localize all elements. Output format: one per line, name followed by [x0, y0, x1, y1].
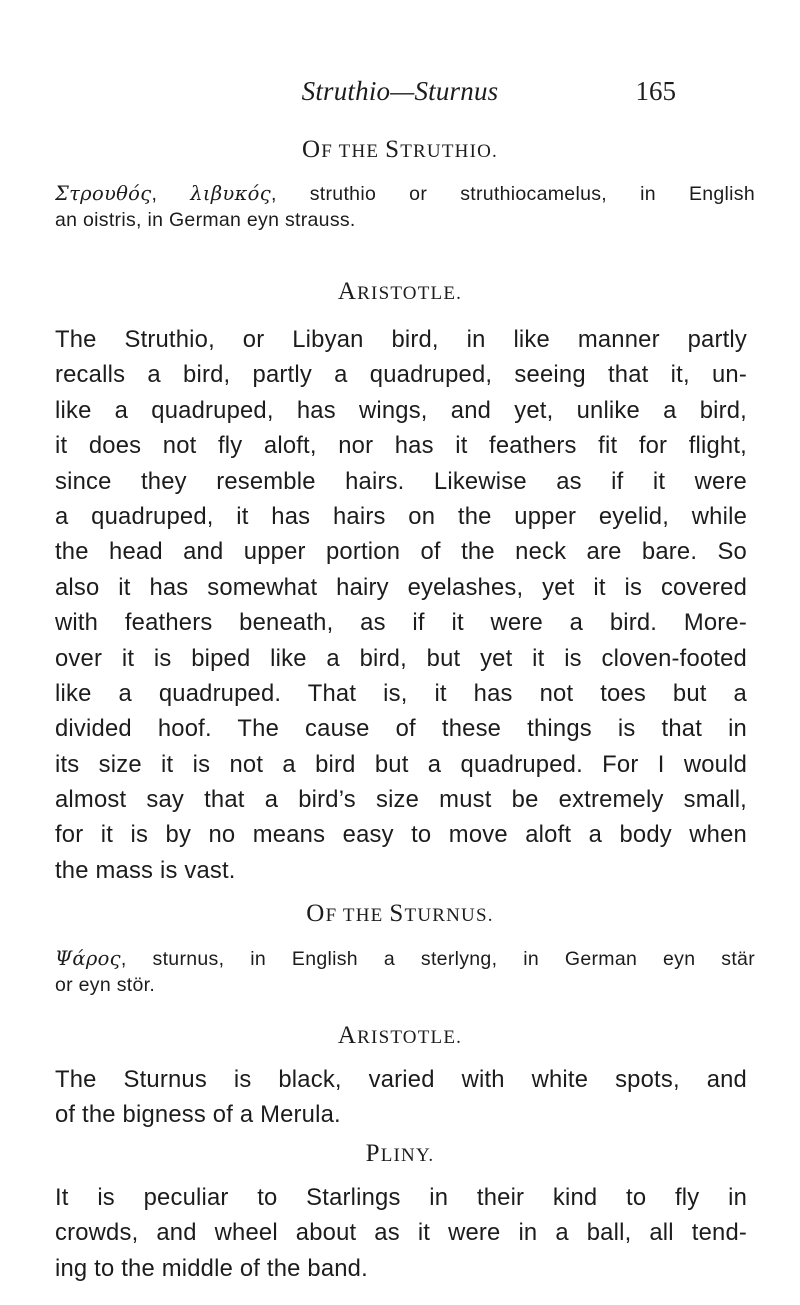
paragraph-line: a quadruped, it has hairs on the upper eyelid, while	[55, 502, 747, 530]
paragraph-line: It is peculiar to Starlings in their kind to fly in	[55, 1184, 747, 1211]
paragraph-line: almost say that a bird’s size must be extremely small,	[55, 786, 747, 814]
paragraph-line: for it is by no means easy to move aloft a body when	[55, 821, 747, 849]
page-number: 165	[635, 76, 676, 106]
paragraph-line: over it is biped like a bird, but yet it is cloven-footed	[55, 644, 747, 672]
paragraph-line: its size it is not a bird but a quadruped. For I would	[55, 750, 747, 778]
section-heading-struthio: OF THE STRUTHIO.	[302, 136, 498, 163]
paragraph-line: the head and upper portion of the neck are bare. So	[55, 538, 747, 566]
paragraph-line: crowds, and wheel about as it were in a ball, all tend-	[55, 1219, 747, 1247]
paragraph-line: divided hoof. The cause of these things is that in	[55, 715, 747, 743]
section-heading-sturnus: OF THE STURNUS.	[306, 900, 494, 927]
paragraph-line: it does not fly aloft, nor has it feathers fit for flight,	[55, 432, 747, 460]
paragraph-line: recalls a bird, partly a quadruped, seeing that it, un-	[55, 361, 747, 389]
paragraph-line: also it has somewhat hairy eyelashes, yet it is covered	[55, 573, 747, 601]
sturnus-pliny-paragraph	[55, 1180, 747, 1286]
author-heading-aristotle-2: ARISTOTLE.	[337, 1022, 463, 1049]
struthio-names-line-1: Στρουθός, λιβυκός, struthio or struthiocamelus, in English	[55, 182, 755, 205]
struthio-names-line-2: an oistris, in German eyn strauss.	[55, 209, 356, 231]
paragraph-line: the mass is vast.	[55, 856, 236, 884]
paragraph-line: The Struthio, or Libyan bird, in like manner partly	[55, 326, 747, 353]
paragraph-line: like a quadruped, has wings, and yet, unlike a bird,	[55, 396, 747, 424]
sturnus-names-line-2: or eyn stör.	[55, 974, 156, 996]
struthio-aristotle-paragraph	[55, 322, 747, 888]
paragraph-line: since they resemble hairs. Likewise as if it were	[55, 467, 747, 495]
sturnus-aristotle-paragraph	[55, 1062, 747, 1133]
sturnus-names-paragraph	[55, 945, 755, 999]
author-heading-aristotle-1: ARISTOTLE.	[337, 278, 463, 305]
paragraph-line: of the bigness of a Merula.	[55, 1101, 341, 1129]
sturnus-names-line-1: Ψάρος, sturnus, in English a sterlyng, in German eyn stär	[55, 947, 755, 970]
running-head-title: Struthio—Sturnus	[301, 76, 499, 106]
paragraph-line: like a quadruped. That is, it has not toes but a	[55, 679, 747, 707]
running-head	[0, 76, 800, 112]
paragraph-line: ing to the middle of the band.	[55, 1254, 368, 1282]
paragraph-line: The Sturnus is black, varied with white spots, and	[55, 1066, 747, 1093]
author-heading-pliny: PLINY.	[365, 1140, 435, 1167]
struthio-names-paragraph	[55, 180, 755, 234]
paragraph-line: with feathers beneath, as if it were a bird. More-	[55, 609, 747, 637]
